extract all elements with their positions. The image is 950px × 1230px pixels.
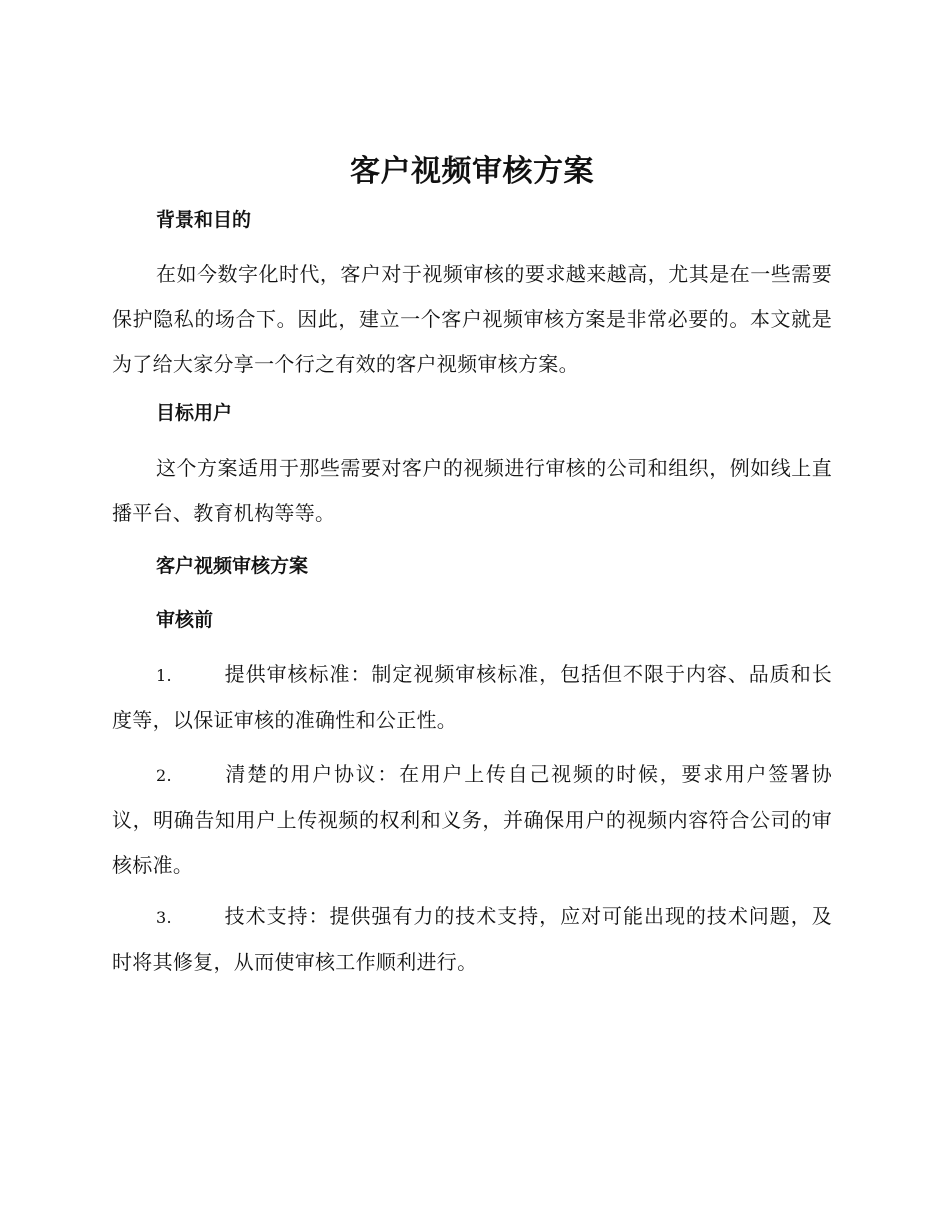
list-item-text: 技术支持：提供强有力的技术支持，应对可能出现的技术问题，及时将其修复，从而使审核工作顺利进行。 <box>112 904 832 974</box>
list-item-2 <box>112 752 832 888</box>
list-item-1 <box>112 652 832 743</box>
list-item-number: 1. <box>156 666 172 685</box>
document-title: 客户视频审核方案 <box>350 154 594 189</box>
paragraph-background: 在如今数字化时代，客户对于视频审核的要求越来越高，尤其是在一些需要保护隐私的场合下。因此，建立一个客户视频审核方案是非常必要的。本文就是为了给大家分享一个行之有效的客户视频审核方案。 <box>112 262 832 376</box>
list-item-number: 2. <box>156 766 172 785</box>
list-item-text: 提供审核标准：制定视频审核标准，包括但不限于内容、品质和长度等，以保证审核的准确性和公正性。 <box>112 662 832 732</box>
paragraph-target-users: 这个方案适用于那些需要对客户的视频进行审核的公司和组织，例如线上直播平台、教育机构等等。 <box>112 456 832 525</box>
section-heading-target-users: 目标用户 <box>156 402 233 424</box>
section-heading-plan: 客户视频审核方案 <box>156 555 309 577</box>
section-heading-pre-review: 审核前 <box>156 609 214 631</box>
list-item-text: 清楚的用户协议：在用户上传自己视频的时候，要求用户签署协议，明确告知用户上传视频的权利和义务，并确保用户的视频内容符合公司的审核标准。 <box>112 762 832 877</box>
list-item-number: 3. <box>156 908 172 927</box>
list-item-3 <box>112 894 832 985</box>
section-heading-background: 背景和目的 <box>156 209 252 231</box>
